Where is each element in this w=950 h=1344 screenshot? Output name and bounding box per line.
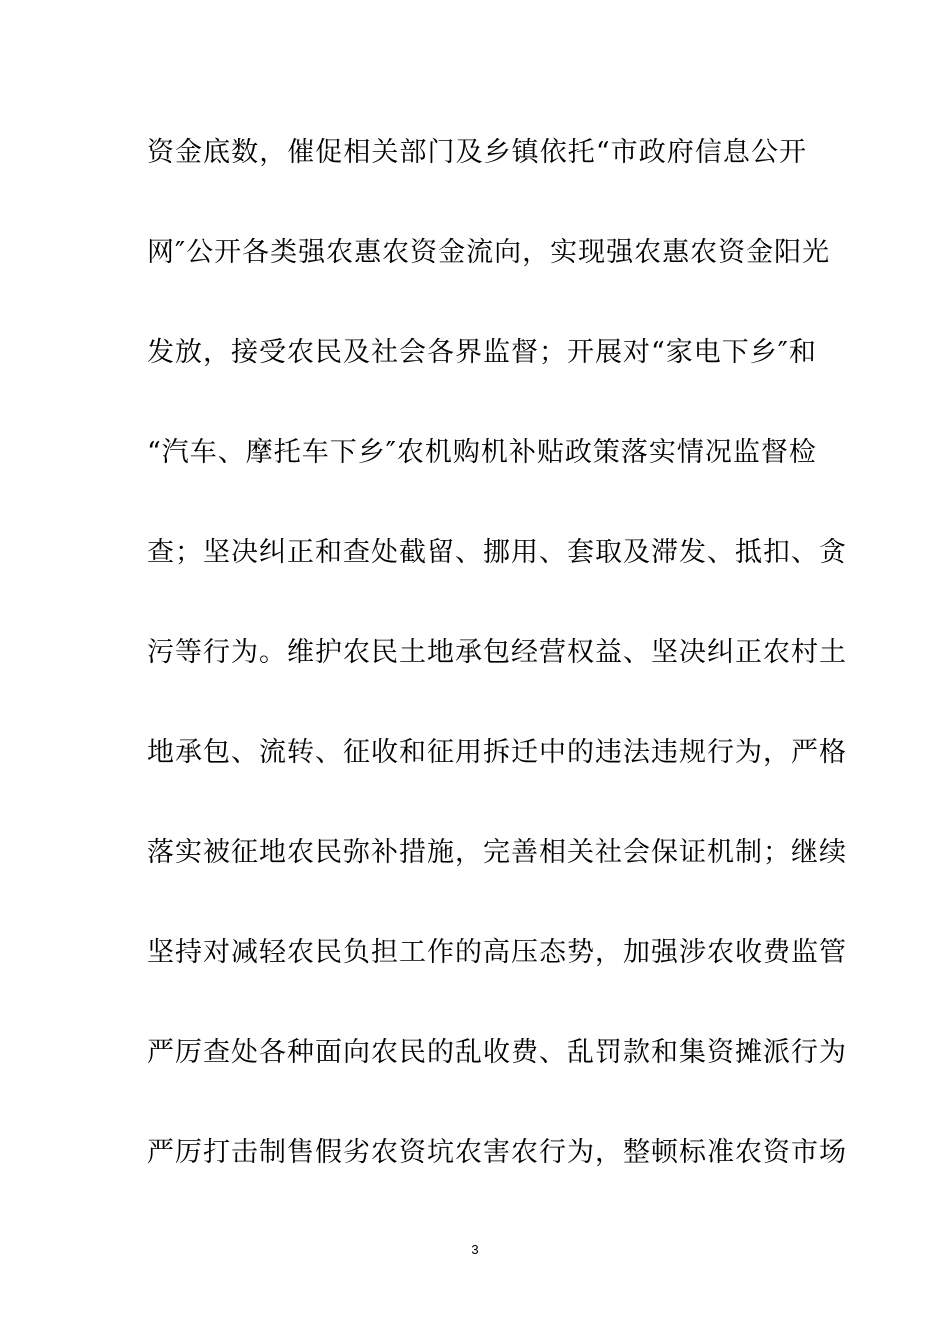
text-line: 网″公开各类强农惠农资金流向，实现强农惠农资金阳光 — [147, 237, 831, 268]
text-line: 严厉打击制售假劣农资坑农害农行为，整顿标准农资市场 — [147, 1137, 847, 1168]
text-line: 污等行为。维护农民土地承包经营权益、坚决纠正农村土 — [147, 637, 847, 668]
text-line: 查；坚决纠正和查处截留、挪用、套取及滞发、抵扣、贪 — [147, 537, 847, 568]
text-line: 落实被征地农民弥补措施，完善相关社会保证机制；继续 — [147, 837, 847, 868]
body-text — [147, 128, 847, 1228]
text-line: 资金底数，催促相关部门及乡镇依托“市政府信息公开 — [147, 137, 807, 168]
page-number: 3 — [471, 1242, 479, 1257]
text-line: 地承包、流转、征收和征用拆迁中的违法违规行为，严格 — [147, 737, 847, 768]
text-line: 严厉查处各种面向农民的乱收费、乱罚款和集资摊派行为 — [147, 1037, 847, 1068]
text-line: 坚持对减轻农民负担工作的高压态势，加强涉农收费监管 — [147, 937, 847, 968]
text-line: “汽车、摩托车下乡″农机购机补贴政策落实情况监督检 — [147, 437, 817, 468]
text-line: 发放，接受农民及社会各界监督；开展对“家电下乡″和 — [147, 337, 817, 368]
